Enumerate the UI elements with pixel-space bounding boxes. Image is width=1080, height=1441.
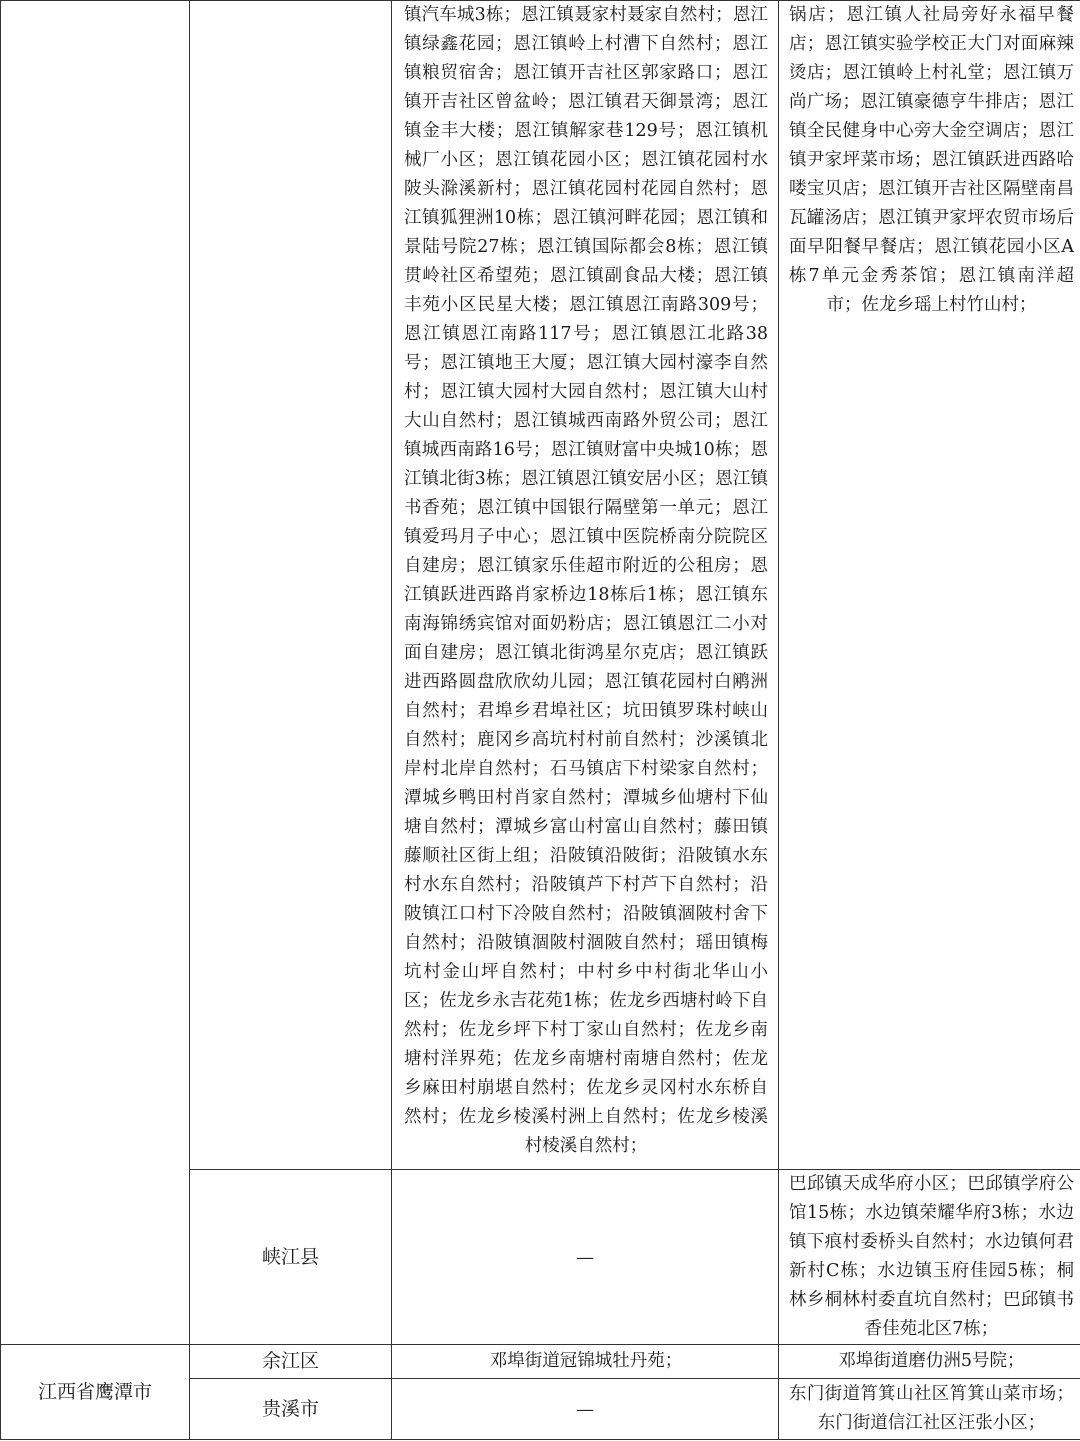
- province-city-label: 江西省鹰潭市: [37, 1380, 152, 1403]
- medium-risk-cell: [392, 1170, 779, 1345]
- low-risk-text: 锅店；恩江镇人社局旁好永福早餐店；恩江镇实验学校正大门对面麻辣烫店；恩江镇岭上村礼堂；恩江镇万尚广场；恩江镇豪德亨牛排店；恩江镇全民健身中心旁大金空调店；恩江镇尹家坪菜市场；恩江镇跃进西路哈喽宝贝店；恩江镇开吉社区隔壁南昌瓦罐汤店；恩江镇尹家坪农贸市场后面早阳餐早餐店；恩江镇花园小区A栋7单元金秀茶馆；恩江镇南洋超市；佐龙乡瑶上村竹山村；: [789, 5, 1074, 315]
- county-label: 余江区: [261, 1350, 319, 1372]
- county-cell: [190, 1, 392, 1170]
- low-risk-cell: [779, 1379, 1080, 1440]
- county-label: 贵溪市: [261, 1397, 319, 1420]
- table-row: [1, 1, 1080, 1170]
- county-cell: [190, 1170, 392, 1345]
- medium-risk-text: 镇汽车城3栋；恩江镇聂家村聂家自然村；恩江镇绿鑫花园；恩江镇岭上村漕下自然村；恩江镇粮贸宿舍；恩江镇开吉社区郭家路口；恩江镇开吉社区曾盆岭；恩江镇君天御景湾；恩江镇金丰大楼；恩江镇解家巷129号；恩江镇机械厂小区；恩江镇花园小区；恩江镇花园村水陂头滁溪新村；恩江镇花园村花园自然村；恩江镇狐狸洲10栋；恩江镇河畔花园；恩江镇和景陆号院27栋；恩江镇国际都会8栋；恩江镇贯岭社区希望苑；恩江镇副食品大楼；恩江镇丰苑小区民星大楼；恩江镇恩江南路309号；恩江镇恩江南路117号；恩江镇恩江北路38号；恩江镇地王大厦；恩江镇大园村濠李自然村；恩江镇大园村大园自然村；恩江镇大山村大山自然村；恩江镇城西南路外贸公司；恩江镇城西南路16号；恩江镇财富中央城10栋；恩江镇北街3栋；恩江镇恩江镇安居小区；恩江镇书香苑；恩江镇中国银行隔壁第一单元；恩江镇爱玛月子中心；恩江镇中医院桥南分院院区自建房；恩江镇家乐佳超市附近的公租房；恩江镇跃进西路肖家桥边18栋后1栋；恩江镇东南海锦绣宾馆对面奶粉店；恩江镇恩江二小对面自建房；恩江镇北街鸿星尔克店；恩江镇跃进西路圆盘欣欣幼儿园；恩江镇花园村白鹇洲自然村；君埠乡君埠社区；坑田镇罗珠村峡山自然村；鹿冈乡高坑村村前自然村；沙溪镇北岸村北岸自然村；石马镇店下村梁家自然村；潭城乡鸭田村肖家自然村；潭城乡仙塘村下仙塘自然村；潭城乡富山村富山自然村；藤田镇藤顺社区街上组；沿陂镇沿陂街；沿陂镇水东村水东自然村；沿陂镇芦下村芦下自然村；沿陂镇江口村下冷陂自然村；沿陂镇涸陂村舍下自然村；沿陂镇涸陂村涸陂自然村；瑶田镇梅坑村金山坪自然村；中村乡中村街北华山小区；佐龙乡永吉花苑1栋；佐龙乡西塘村岭下自然村；佐龙乡坪下村丁家山自然村；佐龙乡南塘村洋界苑；佐龙乡南塘村南塘自然村；佐龙乡麻田村崩堪自然村；佐龙乡灵冈村水东桥自然村；佐龙乡棱溪村洲上自然村；佐龙乡棱溪村棱溪自然村；: [404, 5, 768, 1156]
- table-row: [1, 1345, 1080, 1379]
- medium-risk-cell: [392, 1345, 779, 1379]
- low-risk-cell: [779, 1, 1080, 1170]
- medium-risk-text: 邓埠街道冠锦城牡丹苑；: [489, 1351, 683, 1371]
- medium-risk-cell: [392, 1379, 779, 1440]
- province-city-cell: [1, 1345, 190, 1440]
- low-risk-text: 邓埠街道磨仂洲5号院；: [838, 1351, 1025, 1371]
- province-city-cell: [1, 1, 190, 1345]
- county-cell: [190, 1345, 392, 1379]
- low-risk-cell: [779, 1170, 1080, 1345]
- empty-dash: —: [576, 1246, 594, 1268]
- county-label: 峡江县: [261, 1245, 319, 1268]
- low-risk-text: 巴邱镇天成华府小区；巴邱镇学府公馆15栋；水边镇荣耀华府3栋；水边镇下痕村委桥头自然村；水边镇何君新村C栋；水边镇玉府佳园5栋；桐林乡桐林村委直坑自然村；巴邱镇书香佳苑北区7栋；: [789, 1174, 1074, 1339]
- county-cell: [190, 1379, 392, 1440]
- low-risk-text: 东门街道筲箕山社区筲箕山菜市场；东门街道信江社区汪张小区；: [789, 1384, 1074, 1433]
- medium-risk-cell: [392, 1, 779, 1170]
- low-risk-cell: [779, 1345, 1080, 1379]
- empty-dash: —: [576, 1398, 594, 1420]
